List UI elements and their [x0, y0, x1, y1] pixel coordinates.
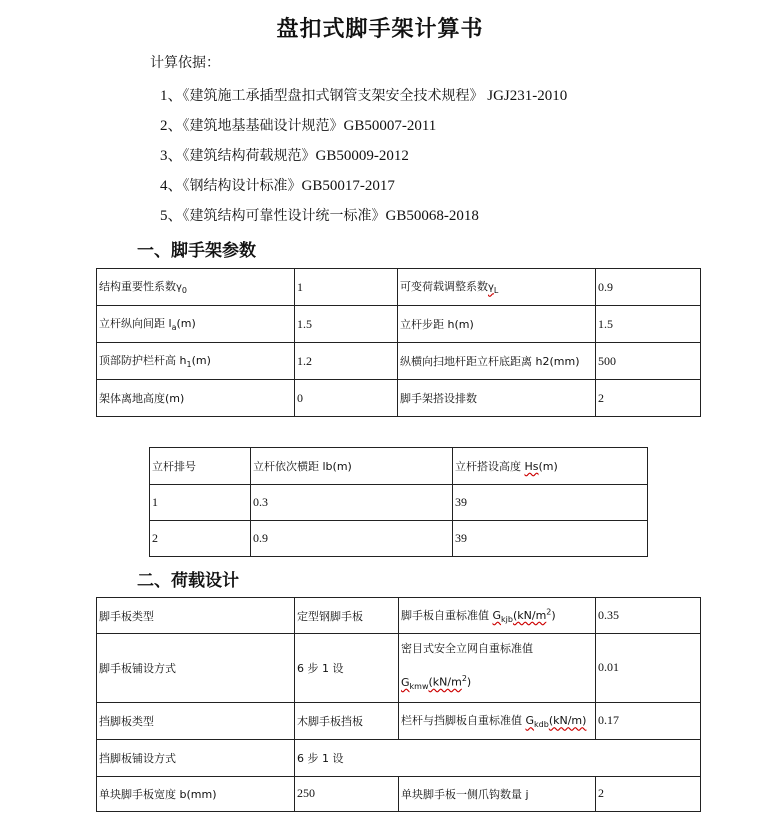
load-label: 密目式安全立网自重标准值 $G_{kmw}(kN/m^2)$ — [399, 634, 596, 703]
table-row — [97, 269, 701, 306]
reference-item — [160, 174, 395, 195]
table-row — [97, 739, 701, 776]
reference-number: 4、 — [160, 178, 183, 194]
param-label: 立杆纵向间距 $l_a(m)$ — [97, 306, 295, 343]
param-value: 0 — [295, 380, 398, 417]
param-value: 1 — [295, 269, 398, 306]
reference-number: 3、 — [160, 148, 183, 164]
column-header: 立杆依次横距 lb(m) — [251, 448, 453, 485]
section-heading-load-design: 二、荷载设计 — [137, 571, 239, 591]
param-label: 立杆步距 h(m) — [398, 306, 596, 343]
load-value: 定型钢脚手板 — [295, 598, 399, 634]
column-header: 立杆搭设高度 Hs(m) — [453, 448, 648, 485]
reference-code: GB50007-2011 — [343, 118, 437, 134]
load-label: 单块脚手板宽度 b(mm) — [97, 776, 295, 811]
load-design-table — [96, 597, 701, 812]
pole-height: 39 — [453, 485, 648, 521]
table-row — [150, 521, 648, 557]
pole-spacing: 0.3 — [251, 485, 453, 521]
reference-code: GB50068-2018 — [385, 208, 479, 224]
load-value: 0.17 — [596, 702, 701, 739]
load-label: 脚手板类型 — [97, 598, 295, 634]
reference-number: 1、 — [160, 88, 183, 104]
reference-code: GB50009-2012 — [315, 148, 409, 164]
param-value: 500 — [596, 343, 701, 380]
table-row — [97, 634, 701, 703]
reference-name: 《建筑结构可靠性设计统一标准》 — [182, 208, 386, 224]
param-label: 架体离地高度(m) — [97, 380, 295, 417]
load-value: 0.01 — [596, 634, 701, 703]
pole-number: 2 — [150, 521, 251, 557]
load-label: 单块脚手板一侧爪钩数量 j — [399, 776, 596, 811]
load-label: 脚手板自重标准值 $G_{kjb}(kN/m^2)$ — [399, 598, 596, 634]
load-label: 栏杆与挡脚板自重标准值 $G_{kdb}(kN/m)$ — [399, 702, 596, 739]
calculation-basis-label: 计算依据： — [150, 55, 220, 71]
reference-name: 《建筑结构荷载规范》 — [182, 148, 316, 164]
pole-spacing: 0.9 — [251, 521, 453, 557]
param-label: 顶部防护栏杆高 $h_1(m)$ — [97, 343, 295, 380]
table-row — [97, 598, 701, 634]
load-label: 挡脚板铺设方式 — [97, 739, 295, 776]
section-heading-scaffold-params: 一、脚手架参数 — [137, 241, 256, 261]
load-label: 挡脚板类型 — [97, 702, 295, 739]
param-value: 0.9 — [596, 269, 701, 306]
load-value: 0.35 — [596, 598, 701, 634]
table-row — [97, 343, 701, 380]
param-value: 1.5 — [596, 306, 701, 343]
load-value: 6 步 1 设 — [295, 634, 399, 703]
param-label: 纵横向扫地杆距立杆底距离 h2(mm) — [398, 343, 596, 380]
document-title: 盘扣式脚手架计算书 — [276, 16, 484, 42]
reference-name: 《建筑施工承插型盘扣式钢管支架安全技术规程》 — [182, 88, 484, 104]
load-value: 250 — [295, 776, 399, 811]
reference-item — [160, 204, 479, 225]
param-value: 1.5 — [295, 306, 398, 343]
column-header: 立杆排号 — [150, 448, 251, 485]
reference-code: JGJ231-2010 — [483, 88, 568, 104]
load-label: 脚手板铺设方式 — [97, 634, 295, 703]
reference-item — [160, 144, 409, 165]
reference-name: 《建筑地基基础设计规范》 — [182, 118, 344, 134]
param-label: 结构重要性系数$\gamma_0$ — [97, 269, 295, 306]
param-value: 2 — [596, 380, 701, 417]
param-label: 可变荷载调整系数$\gamma_L$ — [398, 269, 596, 306]
load-value: 6 步 1 设 — [295, 739, 701, 776]
reference-number: 5、 — [160, 208, 183, 224]
reference-item — [160, 114, 436, 135]
reference-name: 《钢结构设计标准》 — [182, 178, 302, 194]
reference-code: GB50017-2017 — [301, 178, 395, 194]
scaffold-params-table — [96, 268, 701, 417]
reference-item — [160, 84, 567, 105]
table-header-row — [150, 448, 648, 485]
table-row — [97, 306, 701, 343]
param-value: 1.2 — [295, 343, 398, 380]
table-row — [97, 702, 701, 739]
table-row — [150, 485, 648, 521]
table-row — [97, 380, 701, 417]
table-row — [97, 776, 701, 811]
param-label: 脚手架搭设排数 — [398, 380, 596, 417]
pole-height: 39 — [453, 521, 648, 557]
pole-rows-table — [149, 447, 648, 557]
pole-number: 1 — [150, 485, 251, 521]
load-value: 2 — [596, 776, 701, 811]
load-value: 木脚手板挡板 — [295, 702, 399, 739]
reference-number: 2、 — [160, 118, 183, 134]
